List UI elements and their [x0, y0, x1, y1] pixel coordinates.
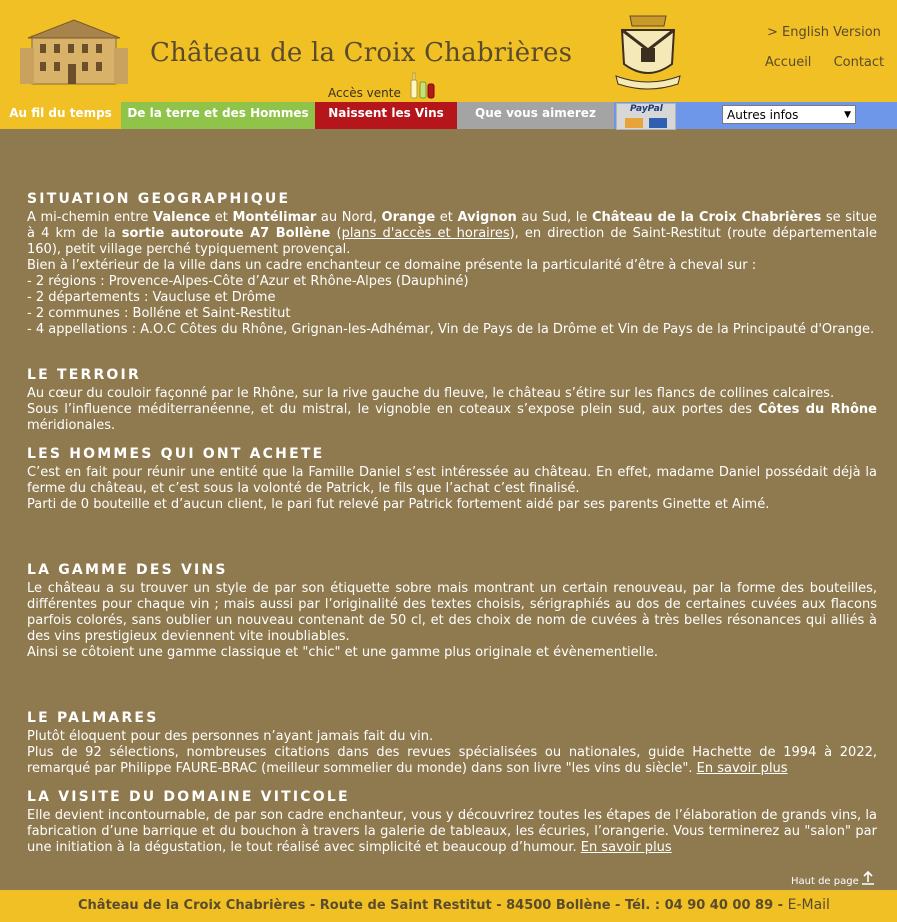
section-title: LES HOMMES QUI ONT ACHETE: [27, 446, 325, 462]
section-paragraph: A mi-chemin entre Valence et Montélimar au Nord, Orange et Avignon au Sud, le Château de la Croix Chabrières se situe à 4 km de la sortie autoroute A7 Bollène (plans d'accès et horaires), en direction de Saint-Restitut (route départementale 160), petit village perché typiquement provençal.: [27, 210, 877, 257]
section-paragraph: Plutôt éloquent pour des personnes n’ayant jamais fait du vin.: [27, 729, 434, 744]
crest-logo-icon: [608, 10, 688, 90]
home-link[interactable]: Accueil: [765, 55, 812, 70]
section-paragraph: Ainsi se côtoient une gamme classique et "chic" et une gamme plus originale et évènementielle.: [27, 645, 659, 660]
header: [0, 0, 897, 102]
wine-bottles-icon[interactable]: [406, 70, 436, 100]
mastercard-icon: [625, 118, 643, 128]
chevron-down-icon: ▼: [844, 110, 851, 120]
list-item: - 2 départements : Vaucluse et Drôme: [27, 290, 276, 305]
section-paragraph: Bien à l’extérieur de la ville dans un cadre enchanteur ce domaine présente la particularité d’être à cheval sur :: [27, 258, 757, 273]
section-title: LE PALMARES: [27, 710, 159, 726]
section-title: LA GAMME DES VINS: [27, 562, 228, 578]
footer-address: Château de la Croix Chabrières - Route de Saint Restitut - 84500 Bollène - Tél. : 04 90 40 00 89 - E-Mail: [78, 897, 830, 913]
tab-naissent-les-vins[interactable]: Naissent les Vins: [315, 102, 457, 129]
select-value: Autres infos: [727, 108, 799, 122]
section-title: LE TERROIR: [27, 367, 141, 383]
section-paragraph: Plus de 92 sélections, nombreuses citations dans des revues spécialisées ou nationales, guide Hachette de 1994 à 2022, remarqué par Philippe FAURE-BRAC (meilleur sommelier du monde) dans son livre "les vins du siècle". En savoir plus: [27, 745, 877, 776]
contact-link[interactable]: Contact: [833, 55, 885, 70]
section-paragraph: Elle devient incontournable, de par son cadre enchanteur, vous y découvrirez toutes les étapes de l’élaboration de grands vins, la fabrication d’une barrique et du bouchon à travers la galerie de tableaux, les écuries, l’orangerie. Vous terminerez au "salon" par une initiation à la dégustation, le tout réalisé avec simplicité et beaucoup d’humour. En savoir plus: [27, 808, 877, 855]
section-paragraph: Le château a su trouver un style de par son étiquette sobre mais montrant un certain renouveau, par la forme des bouteilles, différentes pour chaque vin ; mais aussi par l’originalité des textes choisis, sérigraphiés au dos de certaines cuvées aux flacons parfois colorés, sans oublier un nouveau contenant de 50 cl, et des choix de nom de cuvées à très belles résonances qui alliés à des vins prestigieux deviennent vite inoubliables.: [27, 581, 877, 644]
section-title: SITUATION GEOGRAPHIQUE: [27, 191, 291, 207]
list-item: - 2 communes : Bolléne et Saint-Restitut: [27, 306, 291, 321]
section-paragraph: Parti de 0 bouteille et d’aucun client, le pari fut relevé par Patrick fortement aidé par ses parents Ginette et Aimé.: [27, 497, 770, 512]
back-to-top-link[interactable]: Haut de page: [791, 876, 859, 887]
chateau-illustration[interactable]: [18, 18, 130, 88]
section-situation: [27, 190, 877, 338]
visa-icon: [649, 118, 667, 128]
email-link[interactable]: E-Mail: [787, 897, 830, 913]
section-hommes: [27, 445, 877, 513]
tab-terre-et-hommes[interactable]: De la terre et des Hommes: [121, 102, 315, 129]
section-visite: [27, 788, 877, 856]
section-paragraph: Au cœur du couloir façonné par le Rhône, sur la rive gauche du fleuve, le château s’étire sur les flancs de collines calcaires.: [27, 386, 835, 401]
section-gamme: [27, 561, 877, 661]
palmares-more-link[interactable]: En savoir plus: [696, 761, 788, 776]
paypal-label: PayPal: [630, 104, 663, 114]
sale-access-link[interactable]: Accès vente: [328, 86, 401, 100]
list-item: - 2 régions : Provence-Alpes-Côte d’Azur et Rhône-Alpes (Dauphiné): [27, 274, 469, 289]
tab-au-fil-du-temps[interactable]: Au fil du temps: [0, 102, 121, 129]
section-paragraph: Sous l’influence méditerranéenne, et du mistral, le vignoble en coteaux s’expose plein sud, aux portes des Côtes du Rhône méridionales.: [27, 402, 877, 433]
footer: [0, 890, 897, 922]
other-info-select[interactable]: [722, 105, 856, 124]
visit-more-link[interactable]: En savoir plus: [580, 840, 672, 855]
section-paragraph: C’est en fait pour réunir une entité que la Famille Daniel s’est intéressée au château. En effet, madame Daniel possédait déjà la ferme du château, et c’est sous la volonté de Patrick, le fils que l’achat c’est finalisé.: [27, 465, 877, 496]
list-item: - 4 appellations : A.O.C Côtes du Rhône, Grignan-les-Adhémar, Vin de Pays de la Drôme et Vin de Pays de la Principauté d'Orange.: [27, 322, 875, 337]
section-title: LA VISITE DU DOMAINE VITICOLE: [27, 789, 350, 805]
arrow-up-icon[interactable]: [859, 869, 877, 887]
section-terroir: [27, 366, 877, 434]
access-plans-link[interactable]: plans d'accès et horaires: [341, 226, 510, 241]
paypal-button[interactable]: [616, 103, 676, 130]
section-palmares: [27, 709, 877, 777]
site-title: Château de la Croix Chabrières: [150, 38, 573, 68]
english-version-link[interactable]: > English Version: [767, 25, 881, 40]
top-nav: [765, 55, 897, 70]
tab-que-vous-aimerez[interactable]: Que vous aimerez: [457, 102, 614, 129]
